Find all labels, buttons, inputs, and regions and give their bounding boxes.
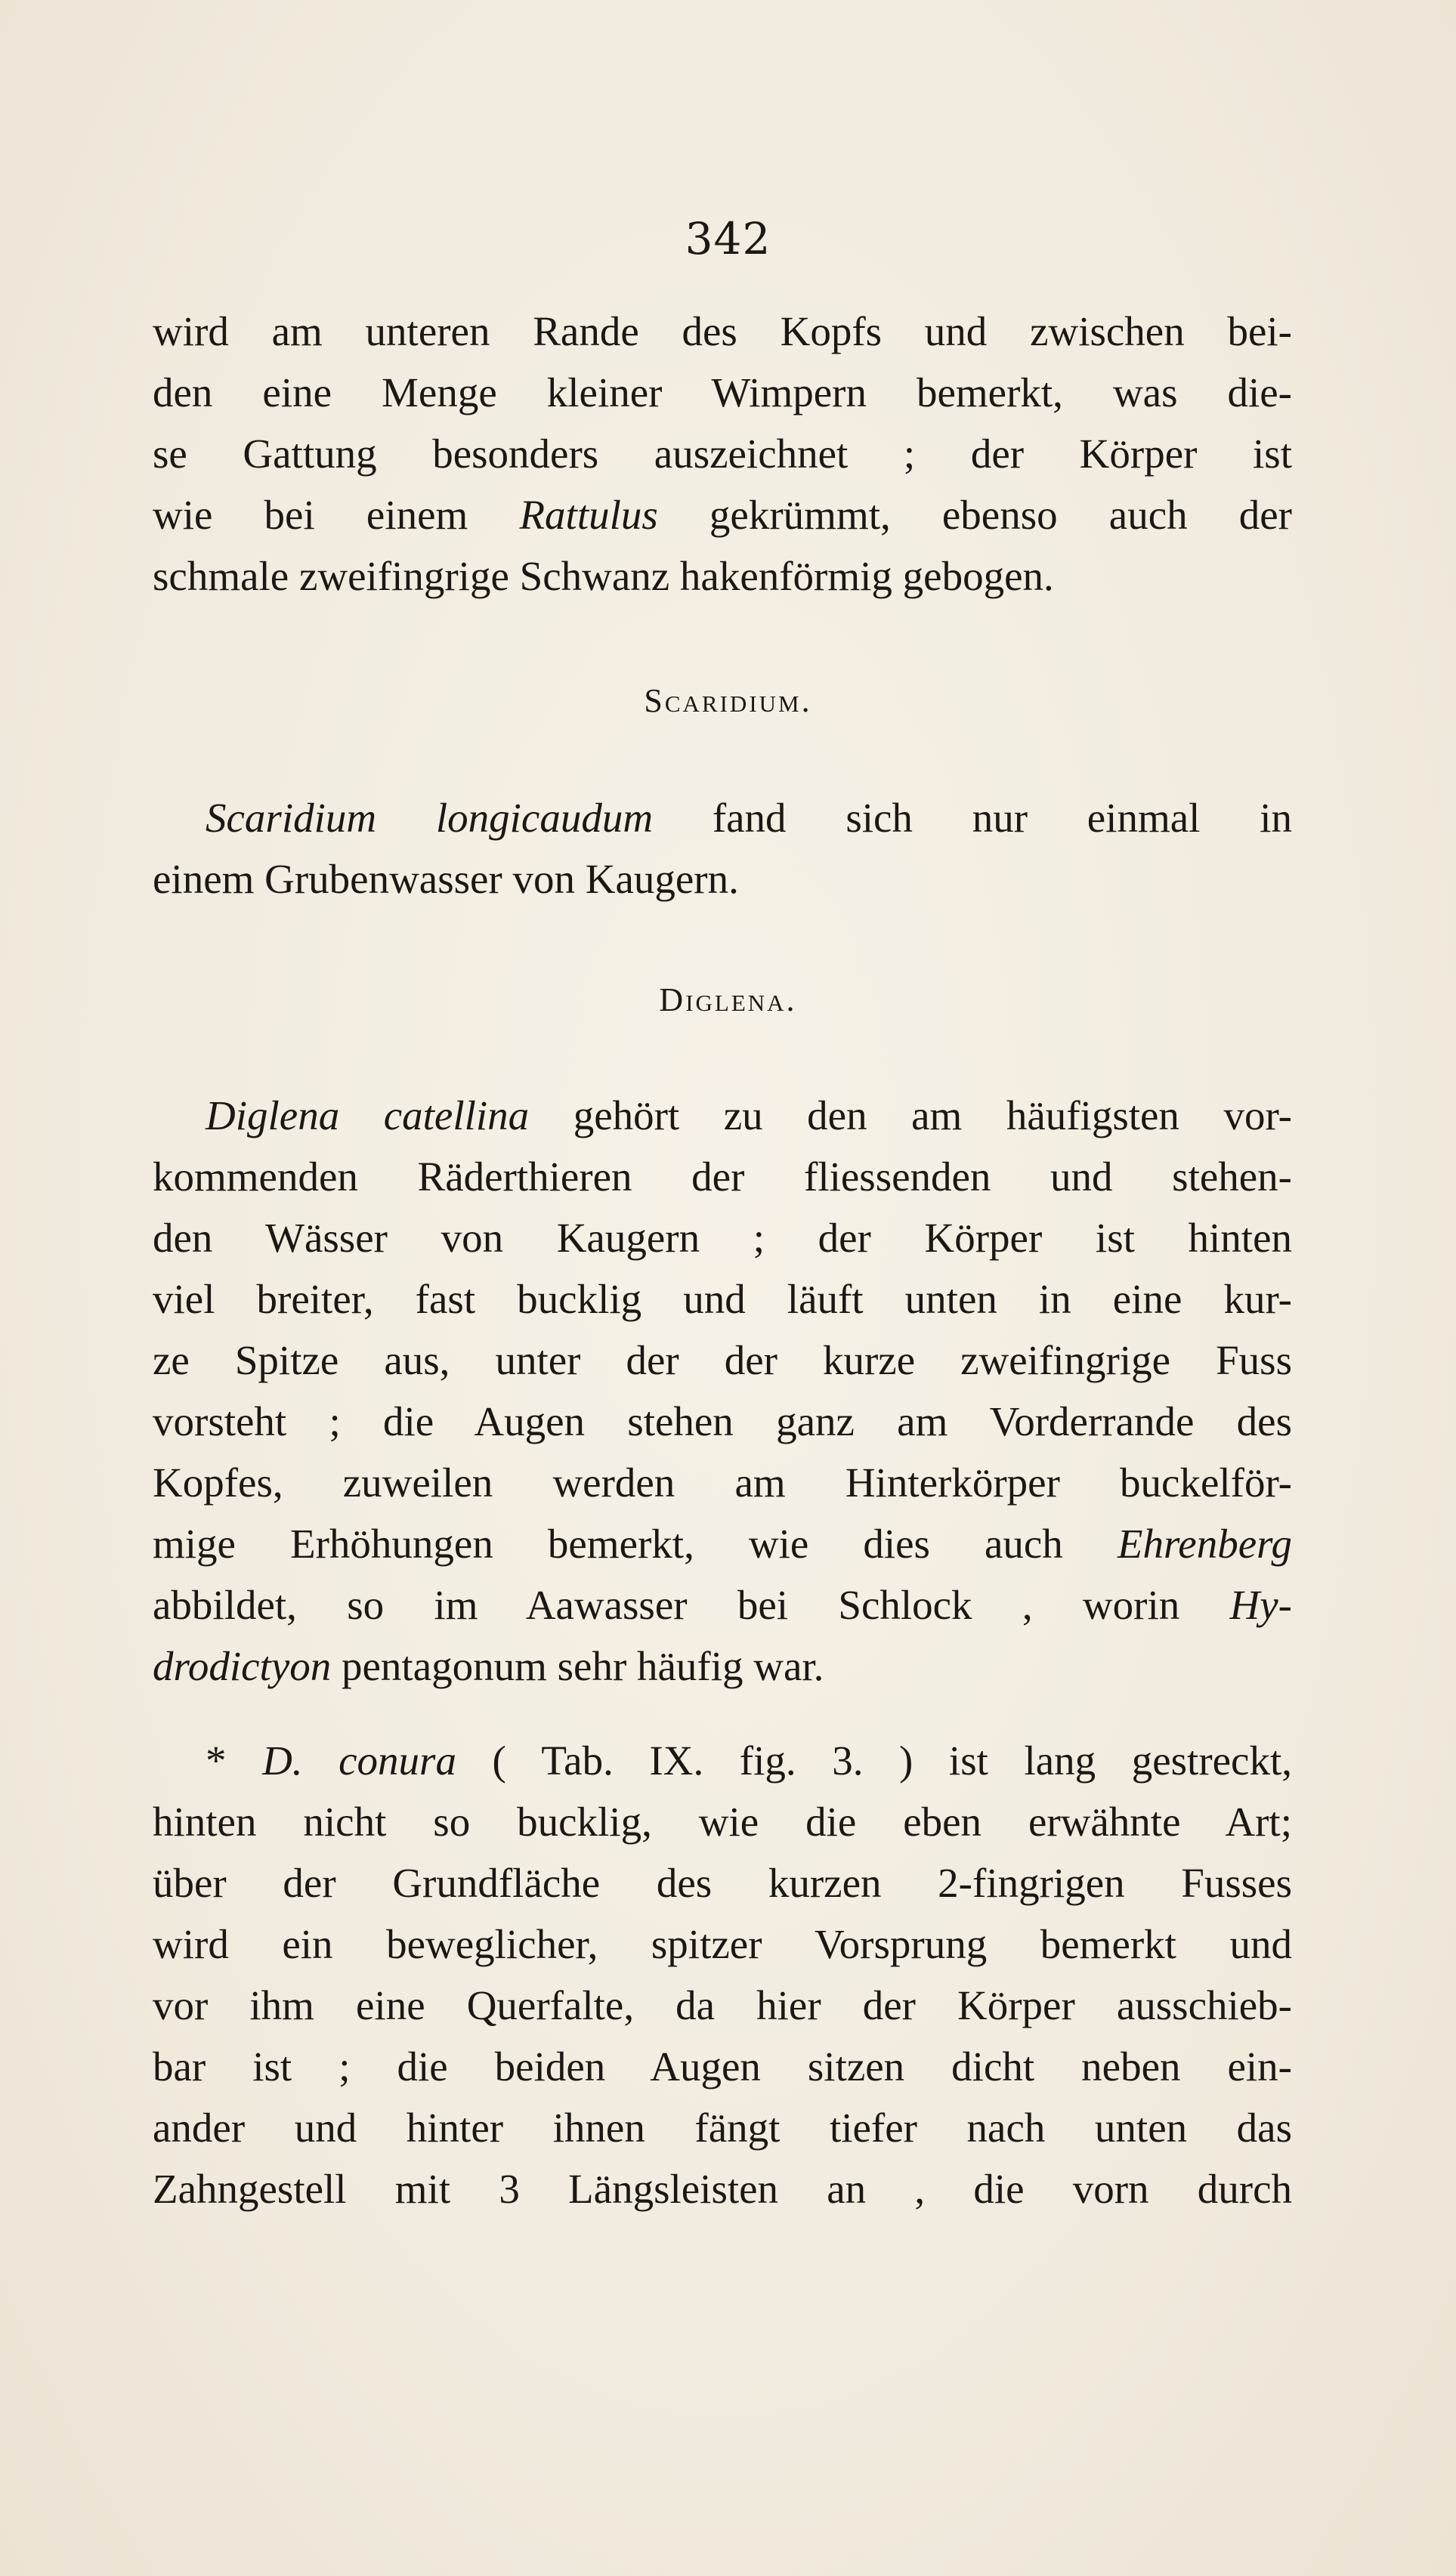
text-line: Scaridium longicaudum fand sich nur einmal in	[206, 795, 1292, 841]
text-line: vor ihm eine Querfalte, da hier der Körper ausschieb-	[153, 1982, 1292, 2028]
paragraph-2	[153, 787, 1292, 910]
italic-author: Ehrenberg	[1117, 1521, 1292, 1567]
italic-genus: Hy-	[1229, 1582, 1292, 1628]
text-line: vorsteht ; die Augen stehen ganz am Vorderrande des	[153, 1398, 1292, 1444]
italic-species: D. conura	[262, 1737, 456, 1784]
text-line: * D. conura ( Tab. IX. fig. 3. ) ist lang gestreckt,	[206, 1737, 1293, 1784]
text-line: bar ist ; die beiden Augen sitzen dicht neben ein-	[153, 2043, 1292, 2090]
text-line: Zahngestell mit 3 Längsleisten an , die vorn durch	[153, 2166, 1292, 2212]
text-line: ze Spitze aus, unter der der kurze zweifingrige Fuss	[153, 1337, 1292, 1383]
italic-genus: Rattulus	[519, 492, 658, 538]
text-line: den eine Menge kleiner Wimpern bemerkt, was die-	[153, 369, 1292, 415]
text-line: wie bei einem Rattulus gekrümmt, ebenso auch der	[153, 492, 1292, 538]
text-line: ander und hinter ihnen fängt tiefer nach unten das	[153, 2105, 1292, 2151]
text-line: drodictyon pentagonum sehr häufig war.	[153, 1643, 824, 1689]
section-heading-scaridium: Scaridium.	[644, 682, 812, 719]
text-line: hinten nicht so bucklig, wie die eben erwähnte Art;	[153, 1799, 1292, 1845]
page-number: 342	[685, 213, 771, 264]
paragraph-1	[153, 301, 1292, 607]
italic-genus: drodictyon	[153, 1643, 332, 1689]
italic-species: Scaridium longicaudum	[206, 795, 654, 841]
text-line: den Wässer von Kaugern ; der Körper ist hinten	[153, 1215, 1292, 1261]
text-line: mige Erhöhungen bemerkt, wie dies auch Ehrenberg	[153, 1521, 1292, 1567]
text-line: über der Grundfläche des kurzen 2-fingrigen Fusses	[153, 1860, 1292, 1906]
text-line: se Gattung besonders auszeichnet ; der Körper ist	[153, 431, 1292, 477]
text-line: einem Grubenwasser von Kaugern.	[153, 856, 739, 902]
text-line: Diglena catellina gehört zu den am häufigsten vor-	[206, 1092, 1292, 1138]
text-line: Kopfes, zuweilen werden am Hinterkörper buckelför-	[153, 1459, 1292, 1506]
text-line: viel breiter, fast bucklig und läuft unten in eine kur-	[153, 1276, 1292, 1322]
section-heading-diglena: Diglena.	[659, 981, 797, 1018]
paragraph-4	[153, 1730, 1292, 2219]
text-line: kommenden Räderthieren der fliessenden und stehen-	[153, 1154, 1292, 1200]
text-line: abbildet, so im Aawasser bei Schlock , worin Hy-	[153, 1582, 1292, 1628]
text-line: wird ein beweglicher, spitzer Vorsprung bemerkt und	[153, 1921, 1292, 1967]
italic-species: Diglena catellina	[206, 1092, 530, 1138]
text-line: schmale zweifingrige Schwanz hakenförmig gebogen.	[153, 553, 1054, 599]
paragraph-3	[153, 1085, 1292, 1697]
text-line: wird am unteren Rande des Kopfs und zwischen bei-	[153, 308, 1292, 354]
